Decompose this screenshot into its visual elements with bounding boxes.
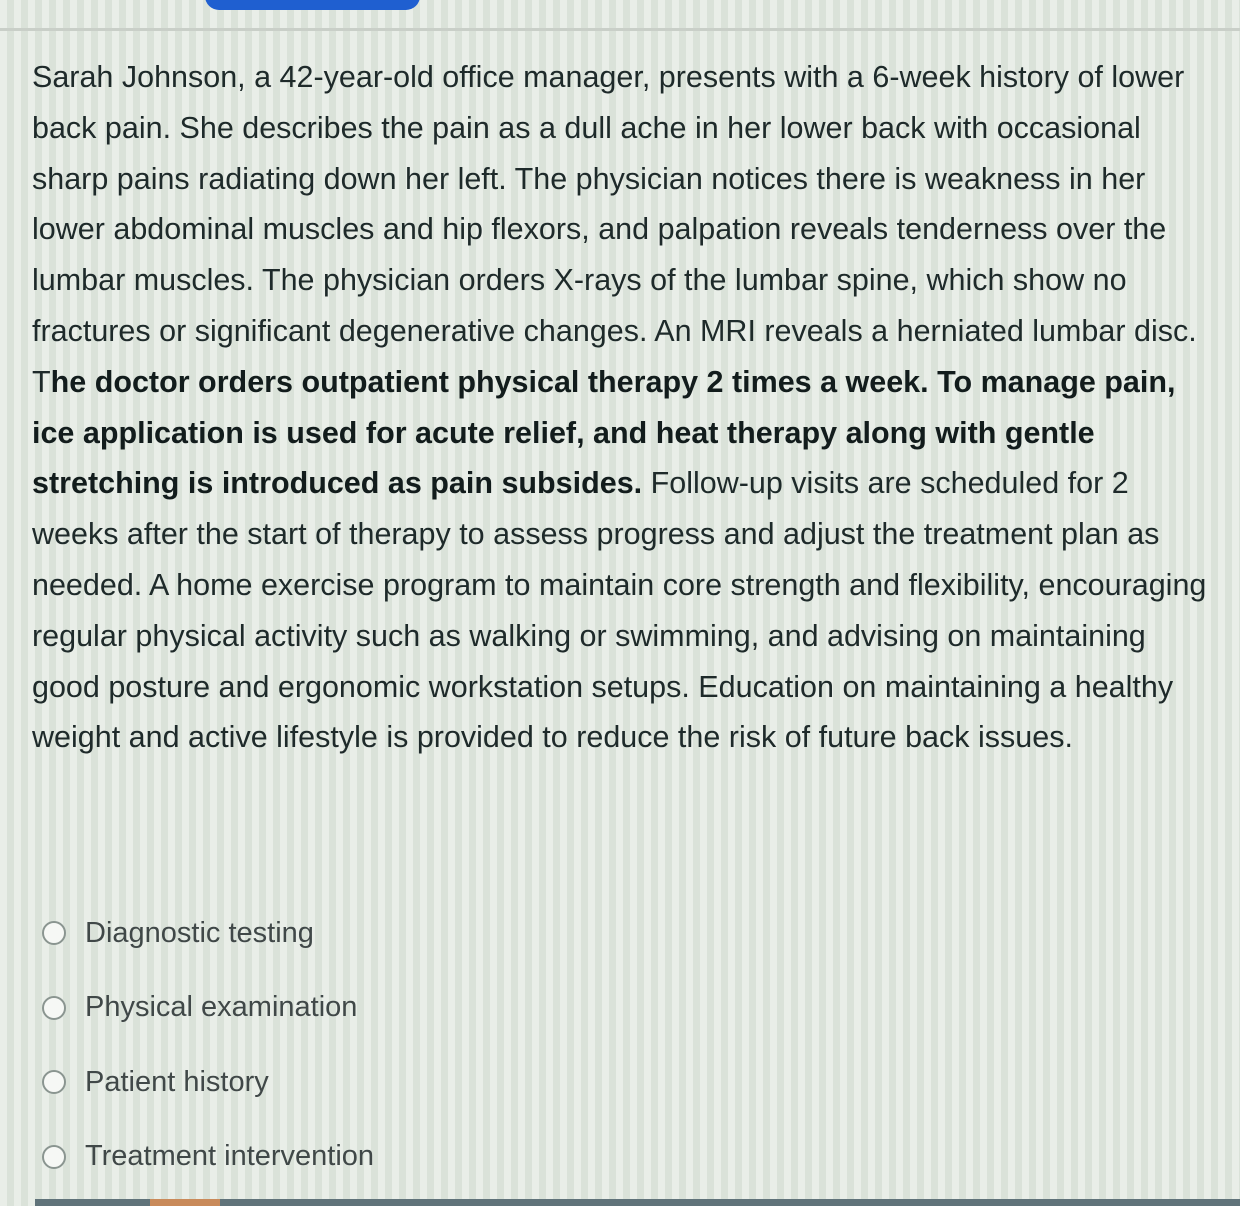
option-diagnostic-testing[interactable] xyxy=(42,896,742,971)
case-passage xyxy=(32,52,1217,763)
option-physical-examination[interactable] xyxy=(42,971,742,1046)
passage-text-followup: Follow-up visits are scheduled for 2 weeks after the start of therapy to assess progress and adjust the treatment plan as needed. A home exercise program to maintain core strength and flexibility, encouraging regular physical activity such as walking or swimming, and advising on maintaining good posture and ergonomic workstation setups. Education on maintaining a healthy weight and active lifestyle is provided to reduce the risk of future back issues. xyxy=(32,466,1207,755)
passage-text-highlight: he doctor orders outpatient physical therapy 2 times a week. To manage pain, ice application is used for acute relief, and heat therapy along with gentle stretching is introduced as pain subsides. xyxy=(32,364,1176,501)
bottom-divider-accent xyxy=(150,1199,220,1206)
radio-button-icon[interactable] xyxy=(42,921,66,945)
passage-text-intro: Sarah Johnson, a 42-year-old office manager, presents with a 6-week history of lower back pain. She describes the pain as a dull ache in her lower back with occasional sharp pains radiating down her left. The physician notices there is weakness in her lower abdominal muscles and hip flexors, and palpation reveals tenderness over the lumbar muscles. The physician orders X-rays of the lumbar spine, which show no fractures or significant degenerative changes. An MRI reveals a herniated lumbar disc. T xyxy=(32,60,1197,399)
top-divider xyxy=(0,28,1240,31)
radio-button-icon[interactable] xyxy=(42,996,66,1020)
option-label: Patient history xyxy=(85,1065,269,1098)
option-treatment-intervention[interactable] xyxy=(42,1120,742,1195)
option-label: Diagnostic testing xyxy=(85,916,314,949)
option-label: Physical examination xyxy=(85,991,358,1024)
answer-options xyxy=(42,896,742,1194)
top-button[interactable] xyxy=(205,0,420,10)
option-patient-history[interactable] xyxy=(42,1045,742,1120)
radio-button-icon[interactable] xyxy=(42,1145,66,1169)
radio-button-icon[interactable] xyxy=(42,1070,66,1094)
option-label: Treatment intervention xyxy=(85,1140,375,1173)
